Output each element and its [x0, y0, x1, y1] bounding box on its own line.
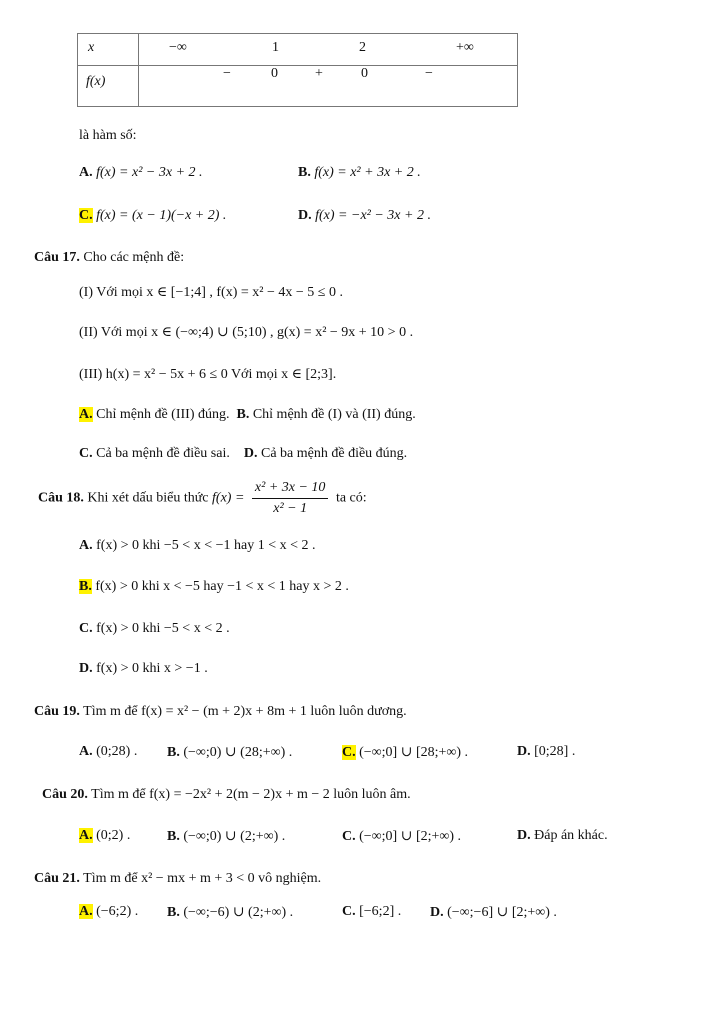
- q20-option-c: C. (−∞;0] ∪ [2;+∞) .: [342, 829, 462, 844]
- q18-option-d: D. f(x) > 0 khi x > −1 .: [79, 661, 208, 676]
- q21-option-a: A. (−6;2) .: [79, 904, 139, 919]
- q20-prompt: Câu 20. Tìm m để f(x) = −2x² + 2(m − 2)x + m − 2 luôn luôn âm.: [42, 787, 411, 802]
- sign-value: 0: [271, 66, 278, 81]
- q17-stmt-3: (III) h(x) = x² − 5x + 6 ≤ 0 Với mọi x ∈ [2;3].: [79, 367, 337, 382]
- q17-stmt-2: (II) Với mọi x ∈ (−∞;4) ∪ (5;10) , g(x) = x² − 9x + 10 > 0 .: [79, 325, 414, 340]
- q19-prompt: Câu 19. Tìm m để f(x) = x² − (m + 2)x + 8m + 1 luôn luôn dương.: [34, 704, 407, 719]
- q18-prompt: Câu 18. Khi xét dấu biểu thức f(x) = $\frac{\text{x² + 3x − 10}}{\text{x² − 1}}$ ta có:: [38, 480, 367, 516]
- intro-line: là hàm số:: [79, 128, 137, 143]
- sign-value: −: [425, 66, 433, 81]
- q18-option-c: C. f(x) > 0 khi −5 < x < 2 .: [79, 621, 230, 636]
- x-value: 1: [272, 40, 279, 55]
- q21-option-c: C. [−6;2] .: [342, 904, 402, 919]
- q19-option-d: D. [0;28] .: [517, 744, 576, 759]
- sign-table-x-values: [139, 34, 518, 66]
- q17-prompt: Câu 17. Cho các mệnh đề:: [34, 250, 185, 265]
- q21-prompt: Câu 21. Tìm m để x² − mx + m + 3 < 0 vô nghiệm.: [34, 871, 322, 886]
- sign-table-x-header: x: [78, 34, 139, 66]
- sign-table: [77, 33, 518, 107]
- sign-value: −: [223, 66, 231, 81]
- x-value: +∞: [456, 40, 474, 55]
- x-value: 2: [359, 40, 366, 55]
- sign-value: +: [315, 66, 323, 81]
- q17-options-ab: A. Chỉ mệnh đề (III) đúng. B. Chỉ mệnh đề (I) và (II) đúng.: [79, 407, 416, 422]
- q21-option-d: D. (−∞;−6] ∪ [2;+∞) .: [430, 905, 557, 920]
- sign-table-signs: [139, 66, 518, 107]
- q18-option-b: B. f(x) > 0 khi x < −5 hay −1 < x < 1 hay x > 2 .: [79, 579, 349, 594]
- q16-option-b: B. f(x) = x² + 3x + 2 .: [298, 165, 421, 180]
- q17-stmt-1: (I) Với mọi x ∈ [−1;4] , f(x) = x² − 4x − 5 ≤ 0 .: [79, 285, 343, 300]
- q21-option-b: B. (−∞;−6) ∪ (2;+∞) .: [167, 905, 294, 920]
- q19-option-c: C. (−∞;0] ∪ [28;+∞) .: [342, 745, 469, 760]
- q17-options-cd: C. Cả ba mệnh đề điều sai. D. Cả ba mệnh đề điều đúng.: [79, 446, 408, 461]
- sign-value: 0: [361, 66, 368, 81]
- q18-fraction: $\frac{\text{x² + 3x − 10}}{\text{x² − 1}}$: [252, 480, 329, 517]
- q20-option-b: B. (−∞;0) ∪ (2;+∞) .: [167, 829, 286, 844]
- q19-option-b: B. (−∞;0) ∪ (28;+∞) .: [167, 745, 293, 760]
- q16-option-c: C. f(x) = (x − 1)(−x + 2) .: [79, 208, 227, 223]
- q19-option-a: A. (0;28) .: [79, 744, 138, 759]
- q20-option-d: D. Đáp án khác.: [517, 828, 608, 843]
- sign-table-f-header: f(x): [78, 66, 139, 107]
- x-value: −∞: [169, 40, 187, 55]
- q20-option-a: A. (0;2) .: [79, 828, 131, 843]
- q18-option-a: A. f(x) > 0 khi −5 < x < −1 hay 1 < x < 2 .: [79, 538, 316, 553]
- q16-option-a: A. f(x) = x² − 3x + 2 .: [79, 165, 203, 180]
- q16-option-d: D. f(x) = −x² − 3x + 2 .: [298, 208, 431, 223]
